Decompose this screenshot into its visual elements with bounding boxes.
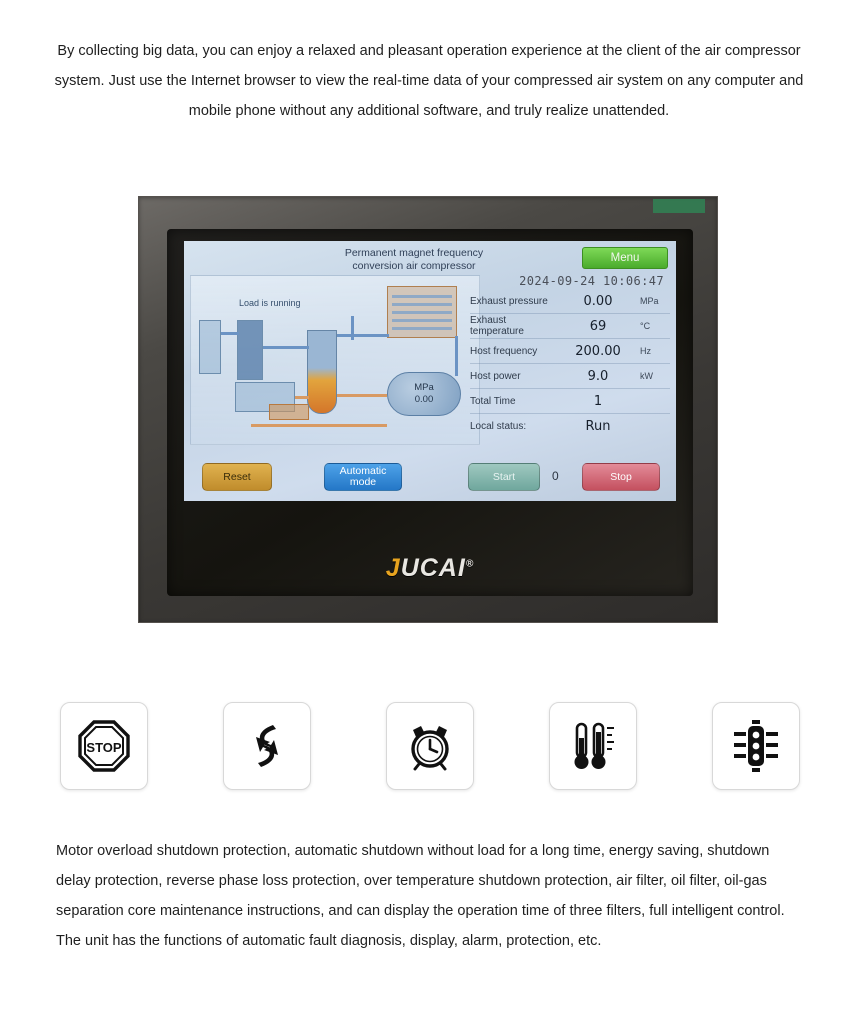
automatic-mode-button[interactable] xyxy=(324,463,402,491)
process-schematic xyxy=(190,275,480,445)
brand-logo-initial: J xyxy=(385,553,401,582)
hmi-title-line2: conversion air compressor xyxy=(352,260,476,272)
stop-sign-icon xyxy=(60,702,148,790)
air-filter-block xyxy=(199,320,221,374)
stop-button[interactable]: Stop xyxy=(582,463,660,491)
readout-row xyxy=(470,389,670,414)
aftercooler-block xyxy=(387,286,457,338)
pipe-segment xyxy=(337,394,387,397)
readout-label: Host power xyxy=(470,370,521,382)
automatic-mode-line2: mode xyxy=(349,476,377,488)
readout-row xyxy=(470,314,670,339)
readout-unit: MPa xyxy=(640,296,659,306)
oil-cooler-block xyxy=(269,404,309,420)
tank-value: 0.00 xyxy=(414,394,434,405)
pipe-segment xyxy=(221,332,239,335)
traffic-light-icon xyxy=(712,702,800,790)
readouts-panel xyxy=(470,289,670,439)
hmi-title-line1: Permanent magnet frequency xyxy=(344,247,484,259)
readout-label: Exhaust pressure xyxy=(470,295,548,307)
schematic-status-label: Load is running xyxy=(239,298,301,308)
readout-label: Host frequency xyxy=(470,345,538,357)
tank-unit: MPa xyxy=(414,382,434,393)
brand-logo-mark: ® xyxy=(465,558,475,570)
readout-row xyxy=(470,414,670,439)
readout-row xyxy=(470,289,670,314)
hmi-title xyxy=(284,247,544,273)
brand-plate xyxy=(167,548,693,588)
pipe-segment xyxy=(455,336,458,376)
readout-value: 0.00 xyxy=(583,293,613,309)
cooler-fin xyxy=(392,319,452,322)
cooler-fin xyxy=(392,327,452,330)
readout-unit: kW xyxy=(640,371,653,381)
run-counter: 0 xyxy=(552,469,559,483)
oil-separator-vessel xyxy=(307,330,337,414)
readout-value: 1 xyxy=(593,393,603,409)
intake-valve-block xyxy=(237,320,263,380)
pipe-segment xyxy=(251,424,387,427)
alarm-clock-icon xyxy=(386,702,474,790)
svg-text:STOP: STOP xyxy=(86,740,122,755)
cooler-fin xyxy=(392,311,452,314)
menu-button[interactable]: Menu xyxy=(582,247,668,269)
readout-row xyxy=(470,364,670,389)
cooler-fin xyxy=(392,295,452,298)
reset-button[interactable]: Reset xyxy=(202,463,272,491)
brand-logo xyxy=(386,554,474,583)
photo-highlight xyxy=(653,199,705,213)
feature-icons-row xyxy=(60,700,800,792)
readout-label: Total Time xyxy=(470,395,516,407)
outro-paragraph xyxy=(56,836,804,956)
pipe-segment xyxy=(263,346,309,349)
pipe-segment xyxy=(337,334,389,337)
hmi-button-bar xyxy=(190,463,670,493)
readout-value: 200.00 xyxy=(575,343,621,359)
readout-row xyxy=(470,339,670,364)
thermometer-icon xyxy=(549,702,637,790)
controller-device-photo xyxy=(138,196,718,623)
hmi-datetime: 2024-09-24 10:06:47 xyxy=(519,274,664,288)
readout-label: Exhaust temperature xyxy=(470,315,524,337)
outro-text: Motor overload shutdown protection, automatic shutdown without load for a long time, energy saving, shutdown delay protection, reverse phase loss protection, over temperature shutdown protection, air filter, oil filter, oil-gas separation core maintenance instructions, and can display the operation time of three filters, full intelligent control. The unit has the functions of automatic fault diagnosis, display, alarm, protection, etc. xyxy=(56,843,785,949)
automatic-mode-line1: Automatic xyxy=(339,465,387,477)
brand-logo-rest: UCAI xyxy=(400,553,466,582)
cooler-fin xyxy=(392,303,452,306)
start-button[interactable]: Start xyxy=(468,463,540,491)
hmi-screen xyxy=(184,241,676,501)
readout-value: 69 xyxy=(589,318,607,334)
device-bezel xyxy=(167,229,693,596)
intro-text: By collecting big data, you can enjoy a relaxed and pleasant operation experience at the client of the air compressor system. Just use the Internet browser to view the real-time data of your compressed air system on any computer and mobile phone without any additional software, and truly realize unattended. xyxy=(54,43,804,119)
pipe-segment xyxy=(295,396,309,399)
readout-unit: Hz xyxy=(640,346,651,356)
reverse-phase-icon xyxy=(223,702,311,790)
readout-value: Run xyxy=(585,419,611,434)
readout-unit: °C xyxy=(640,321,651,331)
pressure-tank xyxy=(387,372,461,416)
readout-label: Local status: xyxy=(470,421,527,432)
pipe-segment xyxy=(351,316,354,340)
intro-paragraph xyxy=(48,36,810,126)
readout-value: 9.0 xyxy=(587,368,609,384)
